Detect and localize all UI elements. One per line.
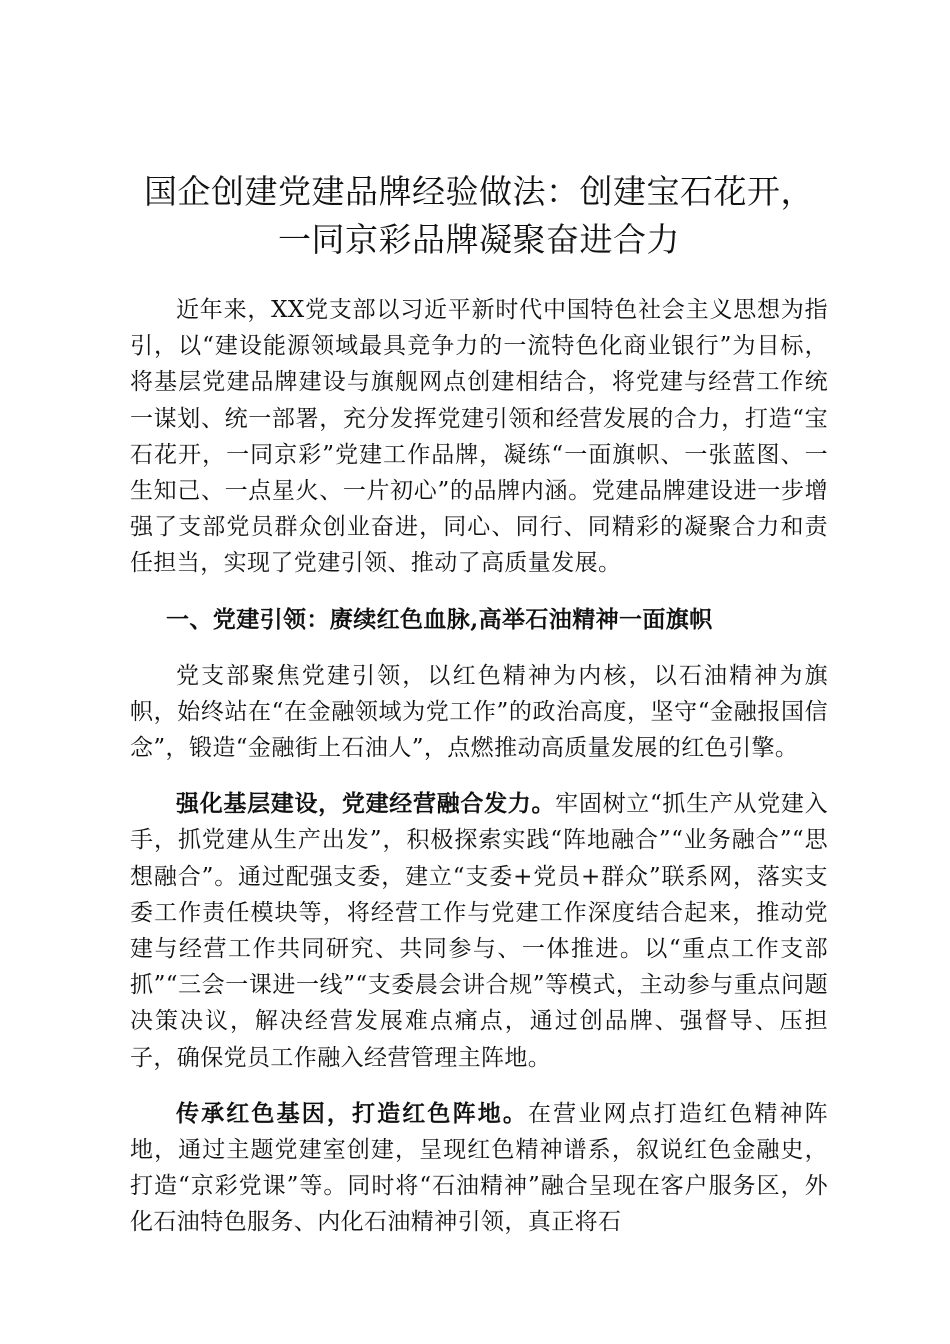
section1-paragraph-1: 党支部聚焦党建引领，以红色精神为内核，以石油精神为旗帜，始终站在“在金融领域为党工作”的政治高度，坚守“金融报国信念”，锻造“金融街上石油人”，点燃推动高质量发展的红色引擎。 <box>130 662 828 762</box>
document-page <box>130 168 828 1241</box>
paragraph-lead-text: 传承红色基因，打造红色阵地。 <box>176 1099 529 1127</box>
paragraph-body-text: 在营业网点打造红色精神阵地，通过主题党建室创建，呈现红色精神谱系，叙说红色金融史，打造“京彩党课”等。同时将“石油精神”融合呈现在客户服务区，外化石油特色服务、内化石油精神引领，真正将石 <box>130 1100 828 1236</box>
section1-paragraph-2 <box>130 786 828 1076</box>
paragraph-body-text: 牢固树立“抓生产从党建入手，抓党建从生产出发”，积极探索实践“阵地融合”“业务融合”“思想融合”。通过配强支委，建立“支委+党员+群众”联系网，落实支委工作责任模块等，将经营工作与党建工作深度结合起来，推动党建与经营工作共同研究、共同参与、一体推进。以“重点工作支部抓”“三会一课进一线”“支委晨会讲合规”等模式，主动参与重点问题决策决议，解决经营发展难点痛点，通过创品牌、强督导、压担子，确保党员工作融入经营管理主阵地。 <box>130 791 829 1071</box>
paragraph-lead-text: 强化基层建设，党建经营融合发力。 <box>176 790 556 818</box>
intro-paragraph: 近年来，XX党支部以习近平新时代中国特色社会主义思想为指引，以“建设能源领域最具竞争力的一流特色化商业银行”为目标，将基层党建品牌建设与旗舰网点创建相结合，将党建与经营工作统一谋划、统一部署，充分发挥党建引领和经营发展的合力，打造“宝石花开，一同京彩”党建工作品牌，凝练“一面旗帜、一张蓝图、一生知己、一点星火、一片初心”的品牌内涵。党建品牌建设进一步增强了支部党员群众创业奋进，同心、同行、同精彩的凝聚合力和责任担当，实现了党建引领、推动了高质量发展。 <box>130 297 828 577</box>
section1-paragraph-3 <box>130 1096 828 1241</box>
title-line-1: 国企创建党建品牌经验做法：创建宝石花开， <box>144 172 814 211</box>
document-title <box>130 168 828 264</box>
section-heading-1: 一、党建引领：赓续红色血脉,高举石油精神一面旗帜 <box>166 605 713 633</box>
title-line-2: 一同京彩品牌凝聚奋进合力 <box>278 220 680 259</box>
